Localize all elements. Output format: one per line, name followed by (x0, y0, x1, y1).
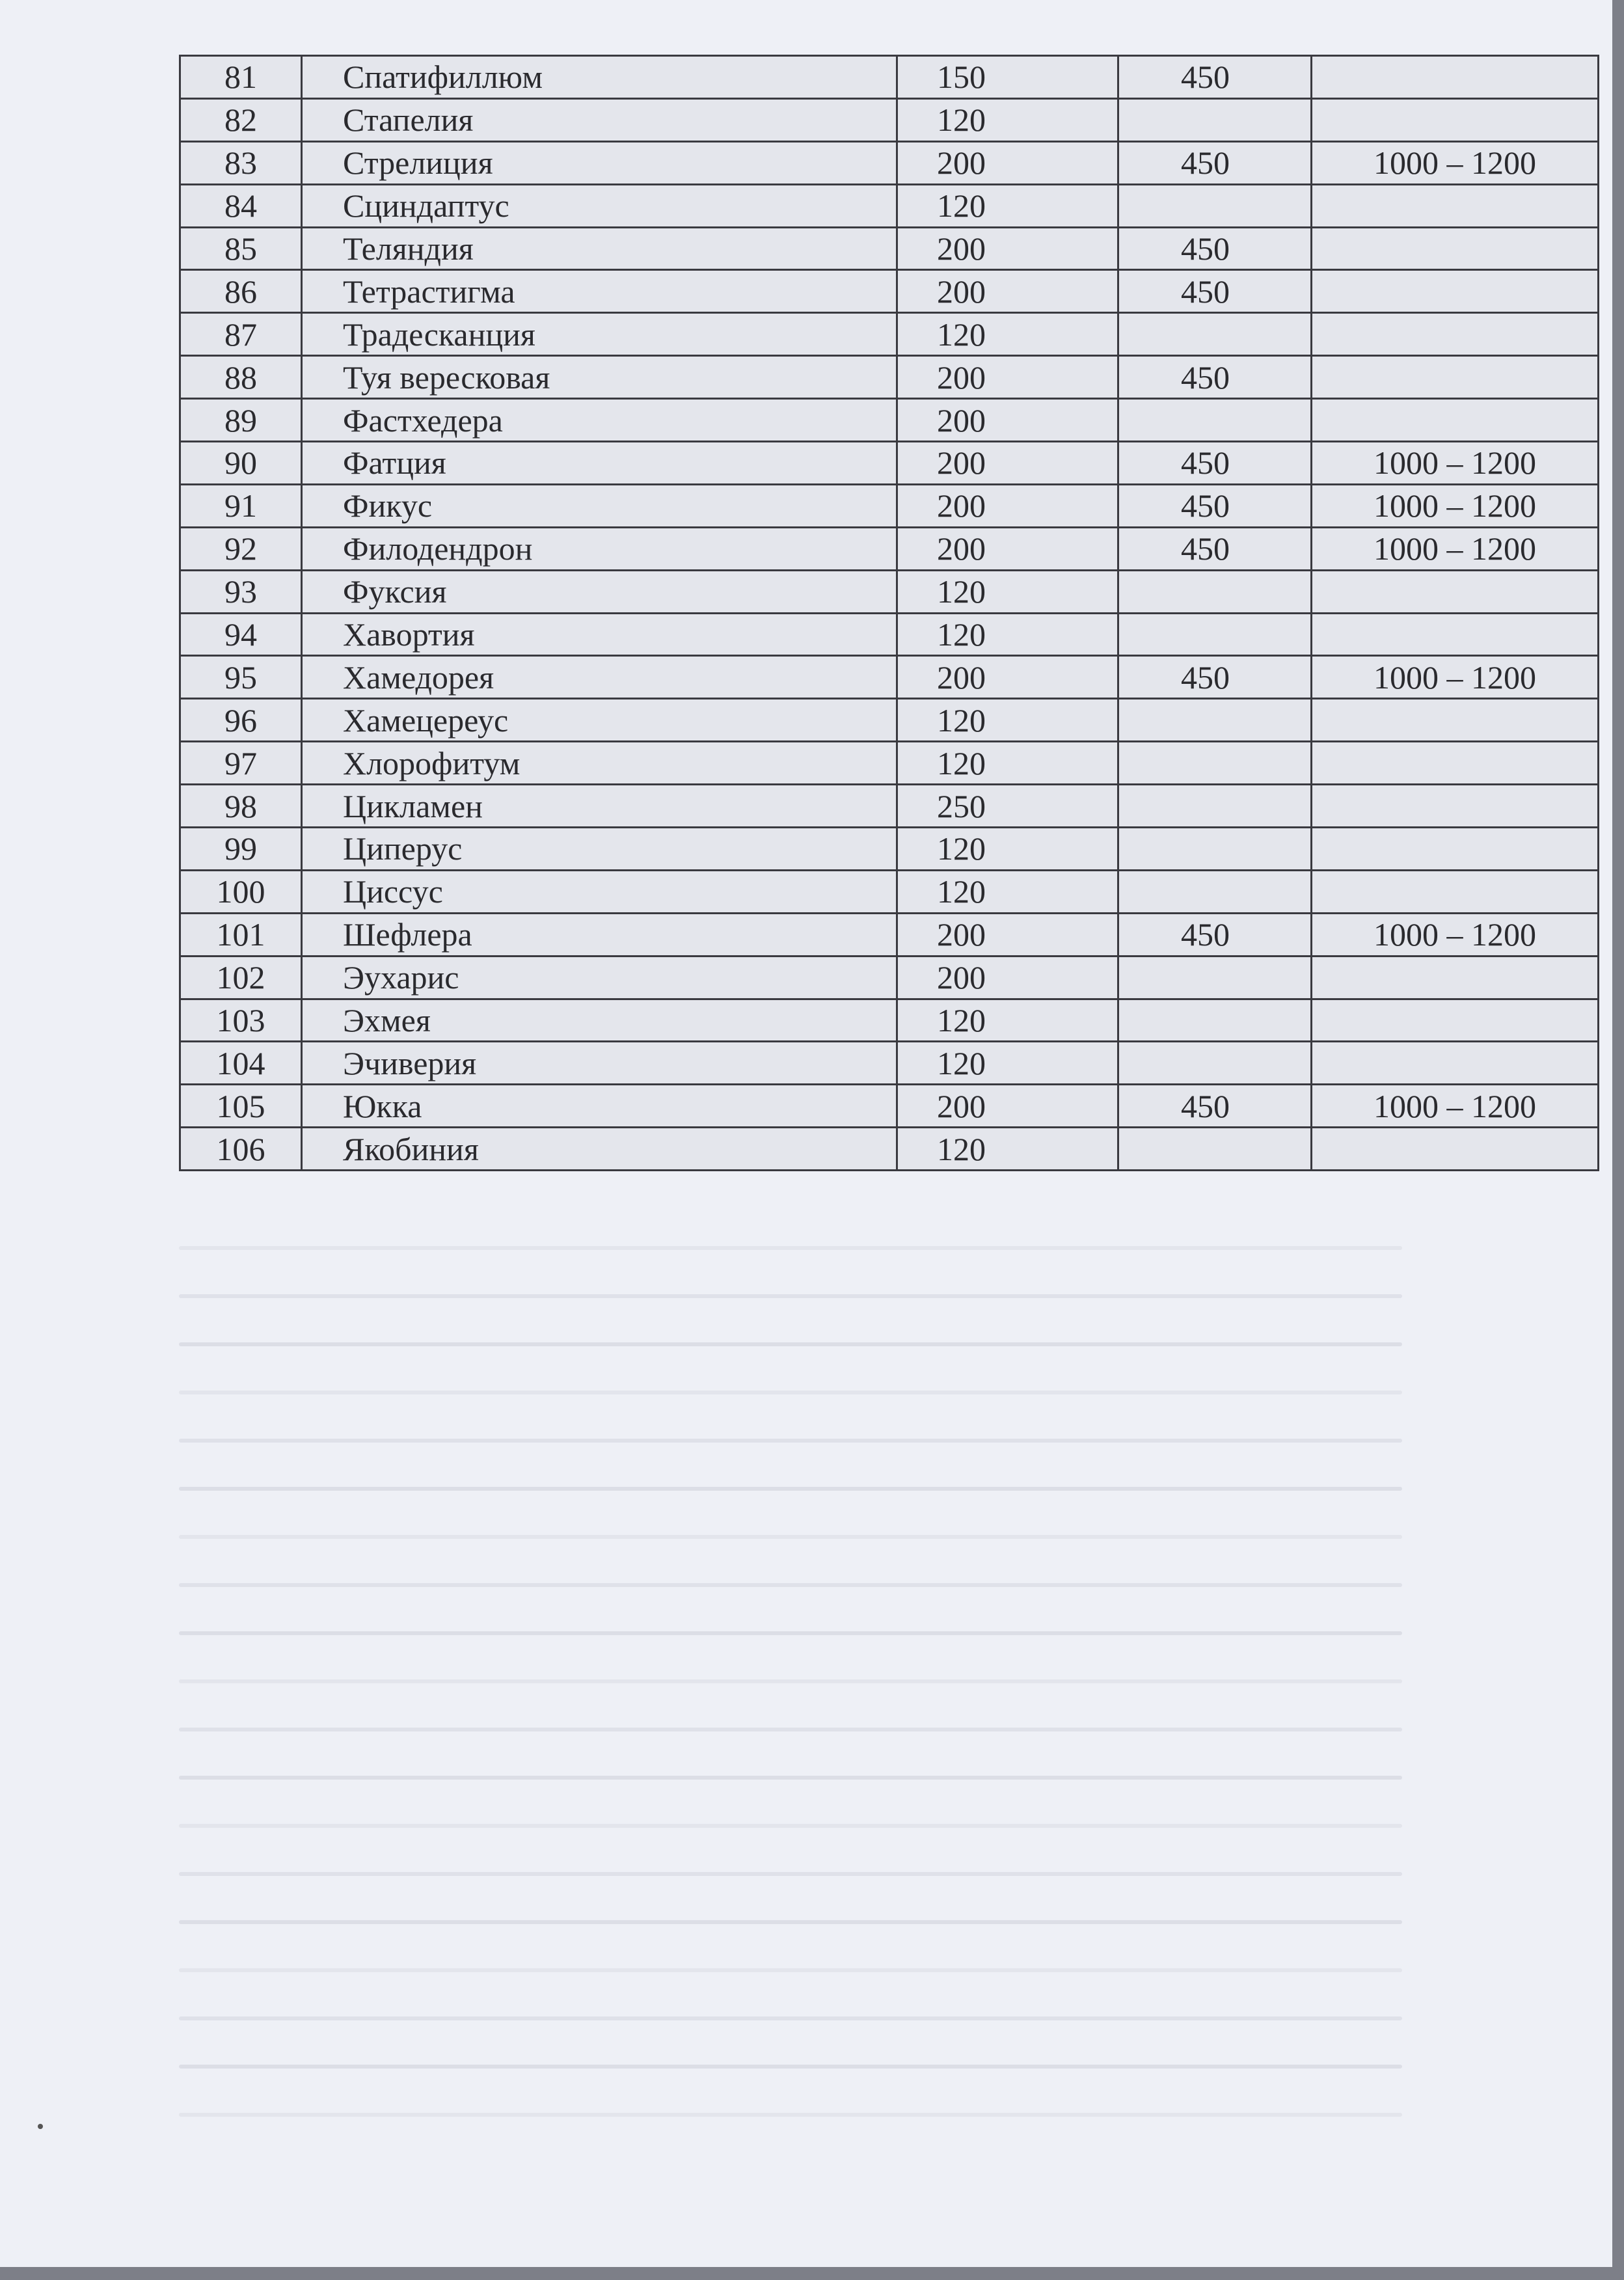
price-col-1: 120 (897, 613, 1118, 656)
price-col-2: 450 (1118, 270, 1312, 313)
plant-price-table (179, 55, 1599, 1171)
plant-name: Циперус (302, 828, 897, 871)
price-col-1: 120 (897, 98, 1118, 141)
price-col-2 (1118, 828, 1312, 871)
plant-name: Эухарис (302, 956, 897, 999)
price-col-2: 450 (1118, 527, 1312, 570)
table-row (180, 184, 1599, 227)
row-number: 106 (180, 1128, 302, 1171)
price-col-2 (1118, 785, 1312, 828)
price-col-3: 1000 – 1200 (1312, 141, 1599, 184)
table-row (180, 399, 1599, 442)
row-number: 92 (180, 527, 302, 570)
plant-name: Стапелия (302, 98, 897, 141)
plant-name: Спатифиллюм (302, 56, 897, 99)
row-number: 100 (180, 870, 302, 913)
price-col-1: 200 (897, 913, 1118, 956)
bleed-through-line (179, 2113, 1402, 2117)
plant-name: Фикус (302, 484, 897, 527)
price-col-1: 200 (897, 141, 1118, 184)
price-col-3 (1312, 1128, 1599, 1171)
row-number: 90 (180, 442, 302, 485)
price-col-2: 450 (1118, 913, 1312, 956)
price-col-3: 1000 – 1200 (1312, 656, 1599, 699)
plant-name: Якобиния (302, 1128, 897, 1171)
row-number: 96 (180, 699, 302, 742)
price-col-3 (1312, 56, 1599, 99)
price-col-3 (1312, 313, 1599, 356)
row-number: 95 (180, 656, 302, 699)
row-number: 94 (180, 613, 302, 656)
price-col-3 (1312, 270, 1599, 313)
table-row (180, 956, 1599, 999)
price-col-2: 450 (1118, 1085, 1312, 1128)
row-number: 102 (180, 956, 302, 999)
price-col-2 (1118, 1042, 1312, 1085)
table-row (180, 313, 1599, 356)
plant-name: Хамецереус (302, 699, 897, 742)
row-number: 105 (180, 1085, 302, 1128)
row-number: 93 (180, 570, 302, 613)
price-col-2 (1118, 184, 1312, 227)
price-col-1: 200 (897, 442, 1118, 485)
price-col-3 (1312, 356, 1599, 399)
row-number: 98 (180, 785, 302, 828)
price-col-1: 120 (897, 1042, 1118, 1085)
table-row (180, 141, 1599, 184)
price-col-3 (1312, 399, 1599, 442)
row-number: 88 (180, 356, 302, 399)
plant-name: Эчиверия (302, 1042, 897, 1085)
price-col-1: 120 (897, 699, 1118, 742)
price-col-3 (1312, 828, 1599, 871)
price-col-2: 450 (1118, 56, 1312, 99)
plant-name: Фастхедера (302, 399, 897, 442)
table-row (180, 1085, 1599, 1128)
plant-name: Эхмея (302, 999, 897, 1042)
price-col-2: 450 (1118, 227, 1312, 270)
row-number: 82 (180, 98, 302, 141)
row-number: 84 (180, 184, 302, 227)
row-number: 103 (180, 999, 302, 1042)
table-row (180, 484, 1599, 527)
plant-name: Хавортия (302, 613, 897, 656)
table-body (180, 56, 1599, 1171)
price-col-2: 450 (1118, 484, 1312, 527)
price-col-3 (1312, 184, 1599, 227)
price-col-1: 200 (897, 1085, 1118, 1128)
plant-name: Туя вересковая (302, 356, 897, 399)
bleed-through-line (179, 1246, 1402, 1250)
price-col-3 (1312, 227, 1599, 270)
price-col-2 (1118, 570, 1312, 613)
plant-name: Циссус (302, 870, 897, 913)
table-row (180, 1128, 1599, 1171)
price-col-3 (1312, 699, 1599, 742)
plant-name: Теляндия (302, 227, 897, 270)
row-number: 101 (180, 913, 302, 956)
bleed-through-line (179, 1294, 1402, 1298)
price-col-2 (1118, 870, 1312, 913)
price-col-2: 450 (1118, 141, 1312, 184)
price-col-2 (1118, 313, 1312, 356)
row-number: 83 (180, 141, 302, 184)
price-col-2: 450 (1118, 656, 1312, 699)
plant-name: Цикламен (302, 785, 897, 828)
bleed-through-line (179, 1920, 1402, 1924)
price-col-3 (1312, 785, 1599, 828)
price-col-1: 200 (897, 956, 1118, 999)
plant-name: Фуксия (302, 570, 897, 613)
plant-name: Тетрастигма (302, 270, 897, 313)
table-row (180, 442, 1599, 485)
bleed-through-line (179, 2016, 1402, 2020)
price-col-1: 120 (897, 184, 1118, 227)
row-number: 87 (180, 313, 302, 356)
row-number: 97 (180, 742, 302, 785)
table-row (180, 1042, 1599, 1085)
price-col-3: 1000 – 1200 (1312, 913, 1599, 956)
bleed-through-line (179, 1439, 1402, 1443)
price-col-1: 120 (897, 870, 1118, 913)
row-number: 89 (180, 399, 302, 442)
table-row (180, 527, 1599, 570)
price-col-1: 200 (897, 484, 1118, 527)
table-row (180, 570, 1599, 613)
plant-price-table-container (179, 55, 1536, 1171)
price-col-3 (1312, 742, 1599, 785)
price-col-1: 120 (897, 570, 1118, 613)
plant-name: Традесканция (302, 313, 897, 356)
price-col-2 (1118, 399, 1312, 442)
row-number: 99 (180, 828, 302, 871)
bleed-through-line (179, 1968, 1402, 1972)
bleed-through-line (179, 1679, 1402, 1683)
plant-name: Юкка (302, 1085, 897, 1128)
plant-name: Хлорофитум (302, 742, 897, 785)
price-col-3 (1312, 956, 1599, 999)
bleed-through-line (179, 1391, 1402, 1394)
price-col-3 (1312, 570, 1599, 613)
bleed-through-line (179, 1728, 1402, 1731)
price-col-2 (1118, 742, 1312, 785)
price-col-3: 1000 – 1200 (1312, 442, 1599, 485)
price-col-3: 1000 – 1200 (1312, 1085, 1599, 1128)
price-col-2 (1118, 699, 1312, 742)
table-row (180, 870, 1599, 913)
price-col-1: 150 (897, 56, 1118, 99)
bleed-through-line (179, 1583, 1402, 1587)
bleed-through-line (179, 1824, 1402, 1828)
row-number: 86 (180, 270, 302, 313)
price-col-1: 200 (897, 399, 1118, 442)
table-row (180, 999, 1599, 1042)
price-col-3 (1312, 999, 1599, 1042)
price-col-1: 250 (897, 785, 1118, 828)
price-col-1: 120 (897, 999, 1118, 1042)
plant-name: Фатция (302, 442, 897, 485)
table-row (180, 56, 1599, 99)
price-col-1: 120 (897, 828, 1118, 871)
price-col-1: 200 (897, 270, 1118, 313)
price-col-1: 120 (897, 742, 1118, 785)
plant-name: Филодендрон (302, 527, 897, 570)
bleed-through-line (179, 1487, 1402, 1491)
plant-name: Сциндаптус (302, 184, 897, 227)
row-number: 91 (180, 484, 302, 527)
price-col-1: 200 (897, 527, 1118, 570)
price-col-2 (1118, 613, 1312, 656)
price-col-1: 200 (897, 227, 1118, 270)
bleed-through-line (179, 1872, 1402, 1876)
bleed-through-line (179, 2065, 1402, 2069)
price-col-1: 120 (897, 313, 1118, 356)
table-row (180, 98, 1599, 141)
price-col-2 (1118, 1128, 1312, 1171)
price-col-3 (1312, 98, 1599, 141)
price-col-1: 200 (897, 656, 1118, 699)
table-row (180, 656, 1599, 699)
plant-name: Шефлера (302, 913, 897, 956)
bleed-through-line (179, 1535, 1402, 1539)
price-col-3 (1312, 1042, 1599, 1085)
price-col-3: 1000 – 1200 (1312, 527, 1599, 570)
table-row (180, 613, 1599, 656)
plant-name: Хамедорея (302, 656, 897, 699)
price-col-2 (1118, 999, 1312, 1042)
row-number: 104 (180, 1042, 302, 1085)
row-number: 85 (180, 227, 302, 270)
table-row (180, 742, 1599, 785)
row-number: 81 (180, 56, 302, 99)
bleed-through-line (179, 1342, 1402, 1346)
bleed-through-line (179, 1631, 1402, 1635)
price-col-3 (1312, 613, 1599, 656)
price-col-2 (1118, 956, 1312, 999)
table-row (180, 785, 1599, 828)
table-row (180, 828, 1599, 871)
price-col-1: 120 (897, 1128, 1118, 1171)
bleed-through-line (179, 1776, 1402, 1780)
scan-speck (38, 2124, 43, 2129)
price-col-1: 200 (897, 356, 1118, 399)
table-row (180, 227, 1599, 270)
plant-name: Стрелиция (302, 141, 897, 184)
table-row (180, 270, 1599, 313)
price-col-2: 450 (1118, 442, 1312, 485)
price-col-2 (1118, 98, 1312, 141)
table-row (180, 699, 1599, 742)
price-col-3: 1000 – 1200 (1312, 484, 1599, 527)
price-col-3 (1312, 870, 1599, 913)
price-col-2: 450 (1118, 356, 1312, 399)
table-row (180, 356, 1599, 399)
table-row (180, 913, 1599, 956)
